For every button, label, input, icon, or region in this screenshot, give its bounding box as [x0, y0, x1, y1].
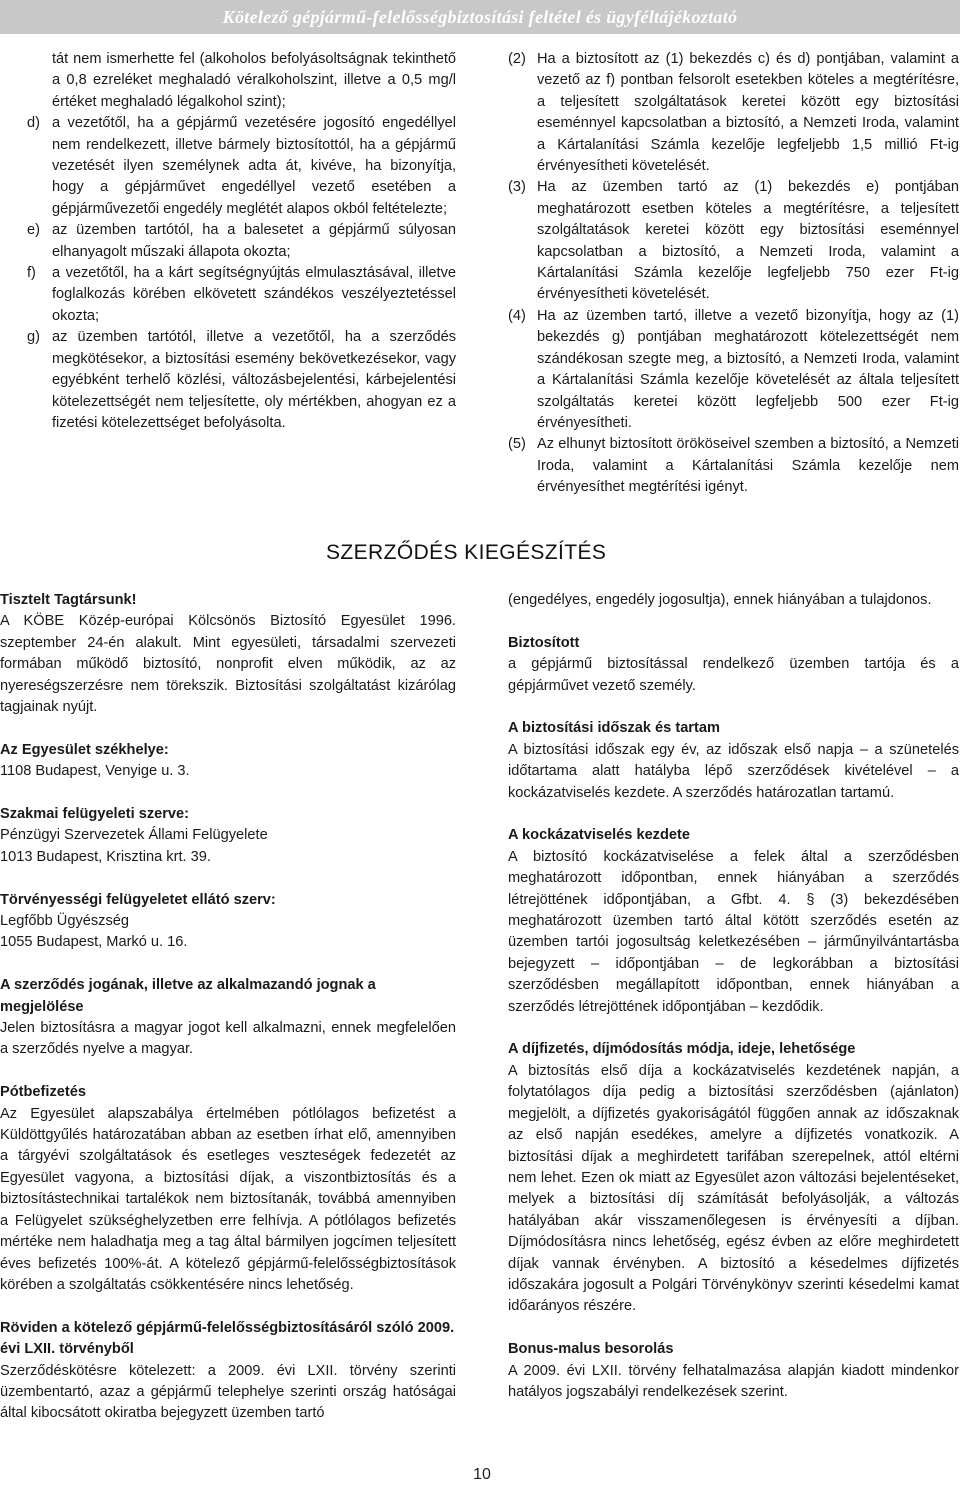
item-label: (5)	[508, 436, 526, 453]
supervisor-address: 1013 Budapest, Krisztina krt. 39.	[0, 848, 211, 865]
risk-section	[508, 825, 959, 1018]
legality-section	[0, 890, 456, 954]
item-label: g)	[27, 329, 40, 346]
top-left-column	[27, 49, 456, 434]
paragraph-4	[508, 306, 959, 434]
act-text: Szerződéskötésre kötelezett: a 2009. évi LXII. törvény szerinti üzembentartó, azaz a gépjármű telephelye szerinti ország hatóságai által kibocsátott okiratba bejegyzett üzemben tartó	[0, 1362, 456, 1422]
risk-heading: A kockázatviselés kezdete	[508, 827, 690, 844]
item-label: (4)	[508, 307, 526, 324]
bottom-right-column	[508, 590, 959, 1425]
seat-heading: Az Egyesület székhelye:	[0, 741, 169, 758]
item-label: (2)	[508, 51, 526, 67]
period-heading: A biztosítási időszak és tartam	[508, 720, 720, 737]
item-text: az üzemben tartótól, ha a balesetet a gépjármű súlyosan elhanyagolt műszaki állapota okozta;	[52, 222, 456, 260]
list-item-f	[27, 263, 456, 327]
seat-address: 1108 Budapest, Venyige u. 3.	[0, 763, 190, 780]
seat-section	[0, 740, 456, 783]
greeting: Tisztelt Tagtársunk!	[0, 592, 137, 608]
legality-name: Legfőbb Ügyészség	[0, 913, 129, 930]
legality-heading: Törvényességi felügyeletet ellátó szerv:	[0, 891, 276, 908]
bonus-text: A 2009. évi LXII. törvény felhatalmazása alapján kiadott mindenkor hatályos jogszabályi rendelkezések szerint.	[508, 1362, 959, 1400]
supplement-heading: Pótbefizetés	[0, 1084, 86, 1101]
insured-section	[508, 633, 959, 697]
item-text: Az elhunyt biztosított örököseivel szemben a biztosító, a Nemzeti Iroda, valamint a Kártalanítási Számla kezelője nem érvényesíthet megtérítési igényt.	[537, 436, 959, 496]
supplement-text: Az Egyesület alapszabálya értelmében pótlólagos befizetést a Küldöttgyűlés határozatában abban az esetben írhat elő, amennyiben a tárgyévi szolgáltatások és esetleges veszteségek fedezetét az Egyesület vagyona, a biztosítási díjak, a viszontbiztosítás és a biztosítástechnikai tartalékok nem biztosítanák, továbbá amennyiben a Felügyelet szükséghelyzetben erre felhívja. A pótlólagos befizetés mértéke nem haladhatja meg a tag által bármilyen jogcímen teljesített éves befizetés 100%-át. A kötelező gépjármű-felelősségbiztosítások körében a szolgáltatás csökkentésére nincs lehetőség.	[0, 1105, 456, 1293]
bottom-left-column	[0, 590, 456, 1446]
intro-text: A KÖBE Közép-európai Kölcsönös Biztosító Egyesület 1996. szeptember 24-én alakult. Mint egyesületi, társadalmi szervezeti formában működő biztosító, nonprofit elven működik, az az nyereségszerzésre nem törekszik. Biztosítási szolgáltatást kizárólag tagjainak nyújt.	[0, 613, 456, 716]
fee-heading: A díjfizetés, díjmódosítás módja, ideje, lehetősége	[508, 1041, 856, 1058]
paragraph-2	[508, 49, 959, 177]
item-text: a vezetőtől, ha a kárt segítségnyújtás elmulasztásával, illetve foglalkozás körében elkövetett szándékos veszélyeztetéssel okozta;	[52, 265, 456, 324]
continued-item-text: tát nem ismerhette fel (alkoholos befolyásoltságnak tekinthető a 0,8 ezreléket meghaladó véralkoholszint, illetve a 0,5 mg/l értéket meghaladó légalkohol szint);	[52, 51, 456, 110]
fee-text: A biztosítás első díja a kockázatviselés kezdetének napján, a folytatólagos díja pedig a biztosítási szerződésben (ajánlaton) megjelölt, a díjfizetés gyakoriságától függően annak az időszaknak az első napján esedékes, amelyre a díjfizetés vonatkozik. A biztosítási díjak a meghirdetett tarifában szerepelnek, attól eltérni nem lehet. Ezen ok miatt az Egyesület azon változási bejelentéseket, melyek a biztosítási díj számítását befolyásolják, a változás hatályában akár visszamenőlegesen is érvényesíti a díjban. Díjmódosításra nincs lehetőség, egész évben az előre meghirdetett díjak vannak érvényben. A biztosító a késedelmes díjfizetés időszakára jogosult a Polgári Törvénykönyv szerinti késedelmi kamat időarányos részére.	[508, 1062, 959, 1315]
intro-section	[0, 590, 456, 718]
section-title: SZERZŐDÉS KIEGÉSZÍTÉS	[326, 541, 607, 564]
bonus-heading: Bonus-malus besorolás	[508, 1341, 674, 1358]
item-text: Ha az üzemben tartó, illetve a vezető bizonyítja, hogy az (1) bekezdés g) pontjában meghatározott kötelezettségét nem szándékosan szegte meg, a biztosító, a Nemzeti Iroda, valamint a Kártalanítási Számla kezelője követelését az általa teljesített szolgáltatás keretei között legfeljebb 500 ezer Ft-ig érvényesítheti.	[537, 307, 959, 431]
paragraph-5	[508, 434, 959, 498]
item-text: Ha az üzemben tartó az (1) bekezdés e) pontjában meghatározott esetben köteles a megtérítésre, a teljesített szolgáltatások keretei között egy biztosítási eseménnyel kapcsolatban a biztosító, a Nemzeti Iroda, valamint a Kártalanítási Számla kezelője legfeljebb 750 ezer Ft-ig érvényesítheti követelését.	[537, 179, 959, 303]
bonus-section	[508, 1339, 959, 1403]
paragraph-3	[508, 177, 959, 305]
item-text: a vezetőtől, ha a gépjármű vezetésére jogosító engedéllyel nem rendelkezett, illetve bármely biztosítottól, ha a gépjármű vezetését ilyen személynek adta át, kivéve, ha bizonyítja, hogy a gépjárművet engedéllyel vezető esetében a gépjárművezetői engedély meglétét alapos okból feltételezte;	[52, 115, 456, 217]
act-heading: Röviden a kötelező gépjármű-felelősségbiztosításáról szóló 2009. évi LXII. törvényből	[0, 1319, 455, 1358]
law-section	[0, 975, 456, 1061]
item-label: f)	[27, 265, 36, 282]
supervisor-heading: Szakmai felügyeleti szerve:	[0, 806, 189, 823]
supervisor-name: Pénzügyi Szervezetek Állami Felügyelete	[0, 827, 268, 844]
item-label: (3)	[508, 179, 526, 196]
period-text: A biztosítási időszak egy év, az időszak első napja – a szünetelés időtartama alatt hatályba lépő szerződések kivételével – a kockázatviselés kezdete. A szerződés határozatlan tartamú.	[508, 741, 959, 801]
running-header: Kötelező gépjármű-felelősségbiztosítási feltétel és ügyféltájékoztató	[0, 0, 960, 34]
item-text: Ha a biztosított az (1) bekezdés c) és d) pontjában, valamint a vezető az f) pontban felsorolt esetekben köteles a megtérítésre, a teljesített szolgáltatások keretei között egy biztosítási eseménnyel kapcsolatban a biztosító, a Nemzeti Iroda, valamint a Kártalanítási Számla kezelője legfeljebb 1,5 millió Ft-ig érvényesítheti követelését.	[537, 51, 959, 175]
act-section	[0, 1318, 456, 1425]
supervisor-section	[0, 804, 456, 868]
supplement-section	[0, 1082, 456, 1296]
risk-text: A biztosító kockázatviselése a felek által a szerződésben meghatározott időpontban, ennek hiányában a szerződés létrejöttének időpontjában, a Gfbt. 4. § (3) bekezdésében meghatározott üzemben tartó által kötött szerződés esetén az üzemben tartói jogosultság keletkezésében – járműnyilvántartásba bejegyzett – időpontjában – de legkorábban a biztosítási szerződésben megállapított időpontban, ennek hiányában a szerződés létrejöttének időpontjában – kezdődik.	[508, 848, 959, 1015]
law-heading: A szerződés jogának, illetve az alkalmazandó jognak a megjelölése	[0, 977, 376, 1015]
item-label: d)	[27, 115, 40, 132]
list-item-d	[27, 113, 456, 220]
top-right-column	[508, 49, 959, 499]
item-label: e)	[27, 222, 40, 239]
legality-address: 1055 Budapest, Markó u. 16.	[0, 934, 188, 951]
page-number: 10	[473, 1466, 491, 1483]
insured-text: a gépjármű biztosítással rendelkező üzemben tartója és a gépjárművet vezető személy.	[508, 656, 959, 694]
law-text: Jelen biztosításra a magyar jogot kell alkalmazni, ennek megfelelően a szerződés nyelve a magyar.	[0, 1020, 456, 1058]
insured-heading: Biztosított	[508, 634, 580, 651]
fee-section	[508, 1039, 959, 1317]
item-text: az üzemben tartótól, illetve a vezetőtől, ha a szerződés megkötésekor, a biztosítási esemény bekövetkezésekor, vagy egyébként terhelő közlési, változásbejelentési, kárbejelentési kötelezettségét nem teljesítette, oly mértékben, ahogyan ez a fizetési kötelezettséget befolyásolta.	[52, 329, 456, 431]
continued-text: (engedélyes, engedély jogosultja), ennek hiányában a tulajdonos.	[508, 592, 932, 608]
list-item-e	[27, 220, 456, 263]
period-section	[508, 718, 959, 804]
list-item-g	[27, 327, 456, 434]
